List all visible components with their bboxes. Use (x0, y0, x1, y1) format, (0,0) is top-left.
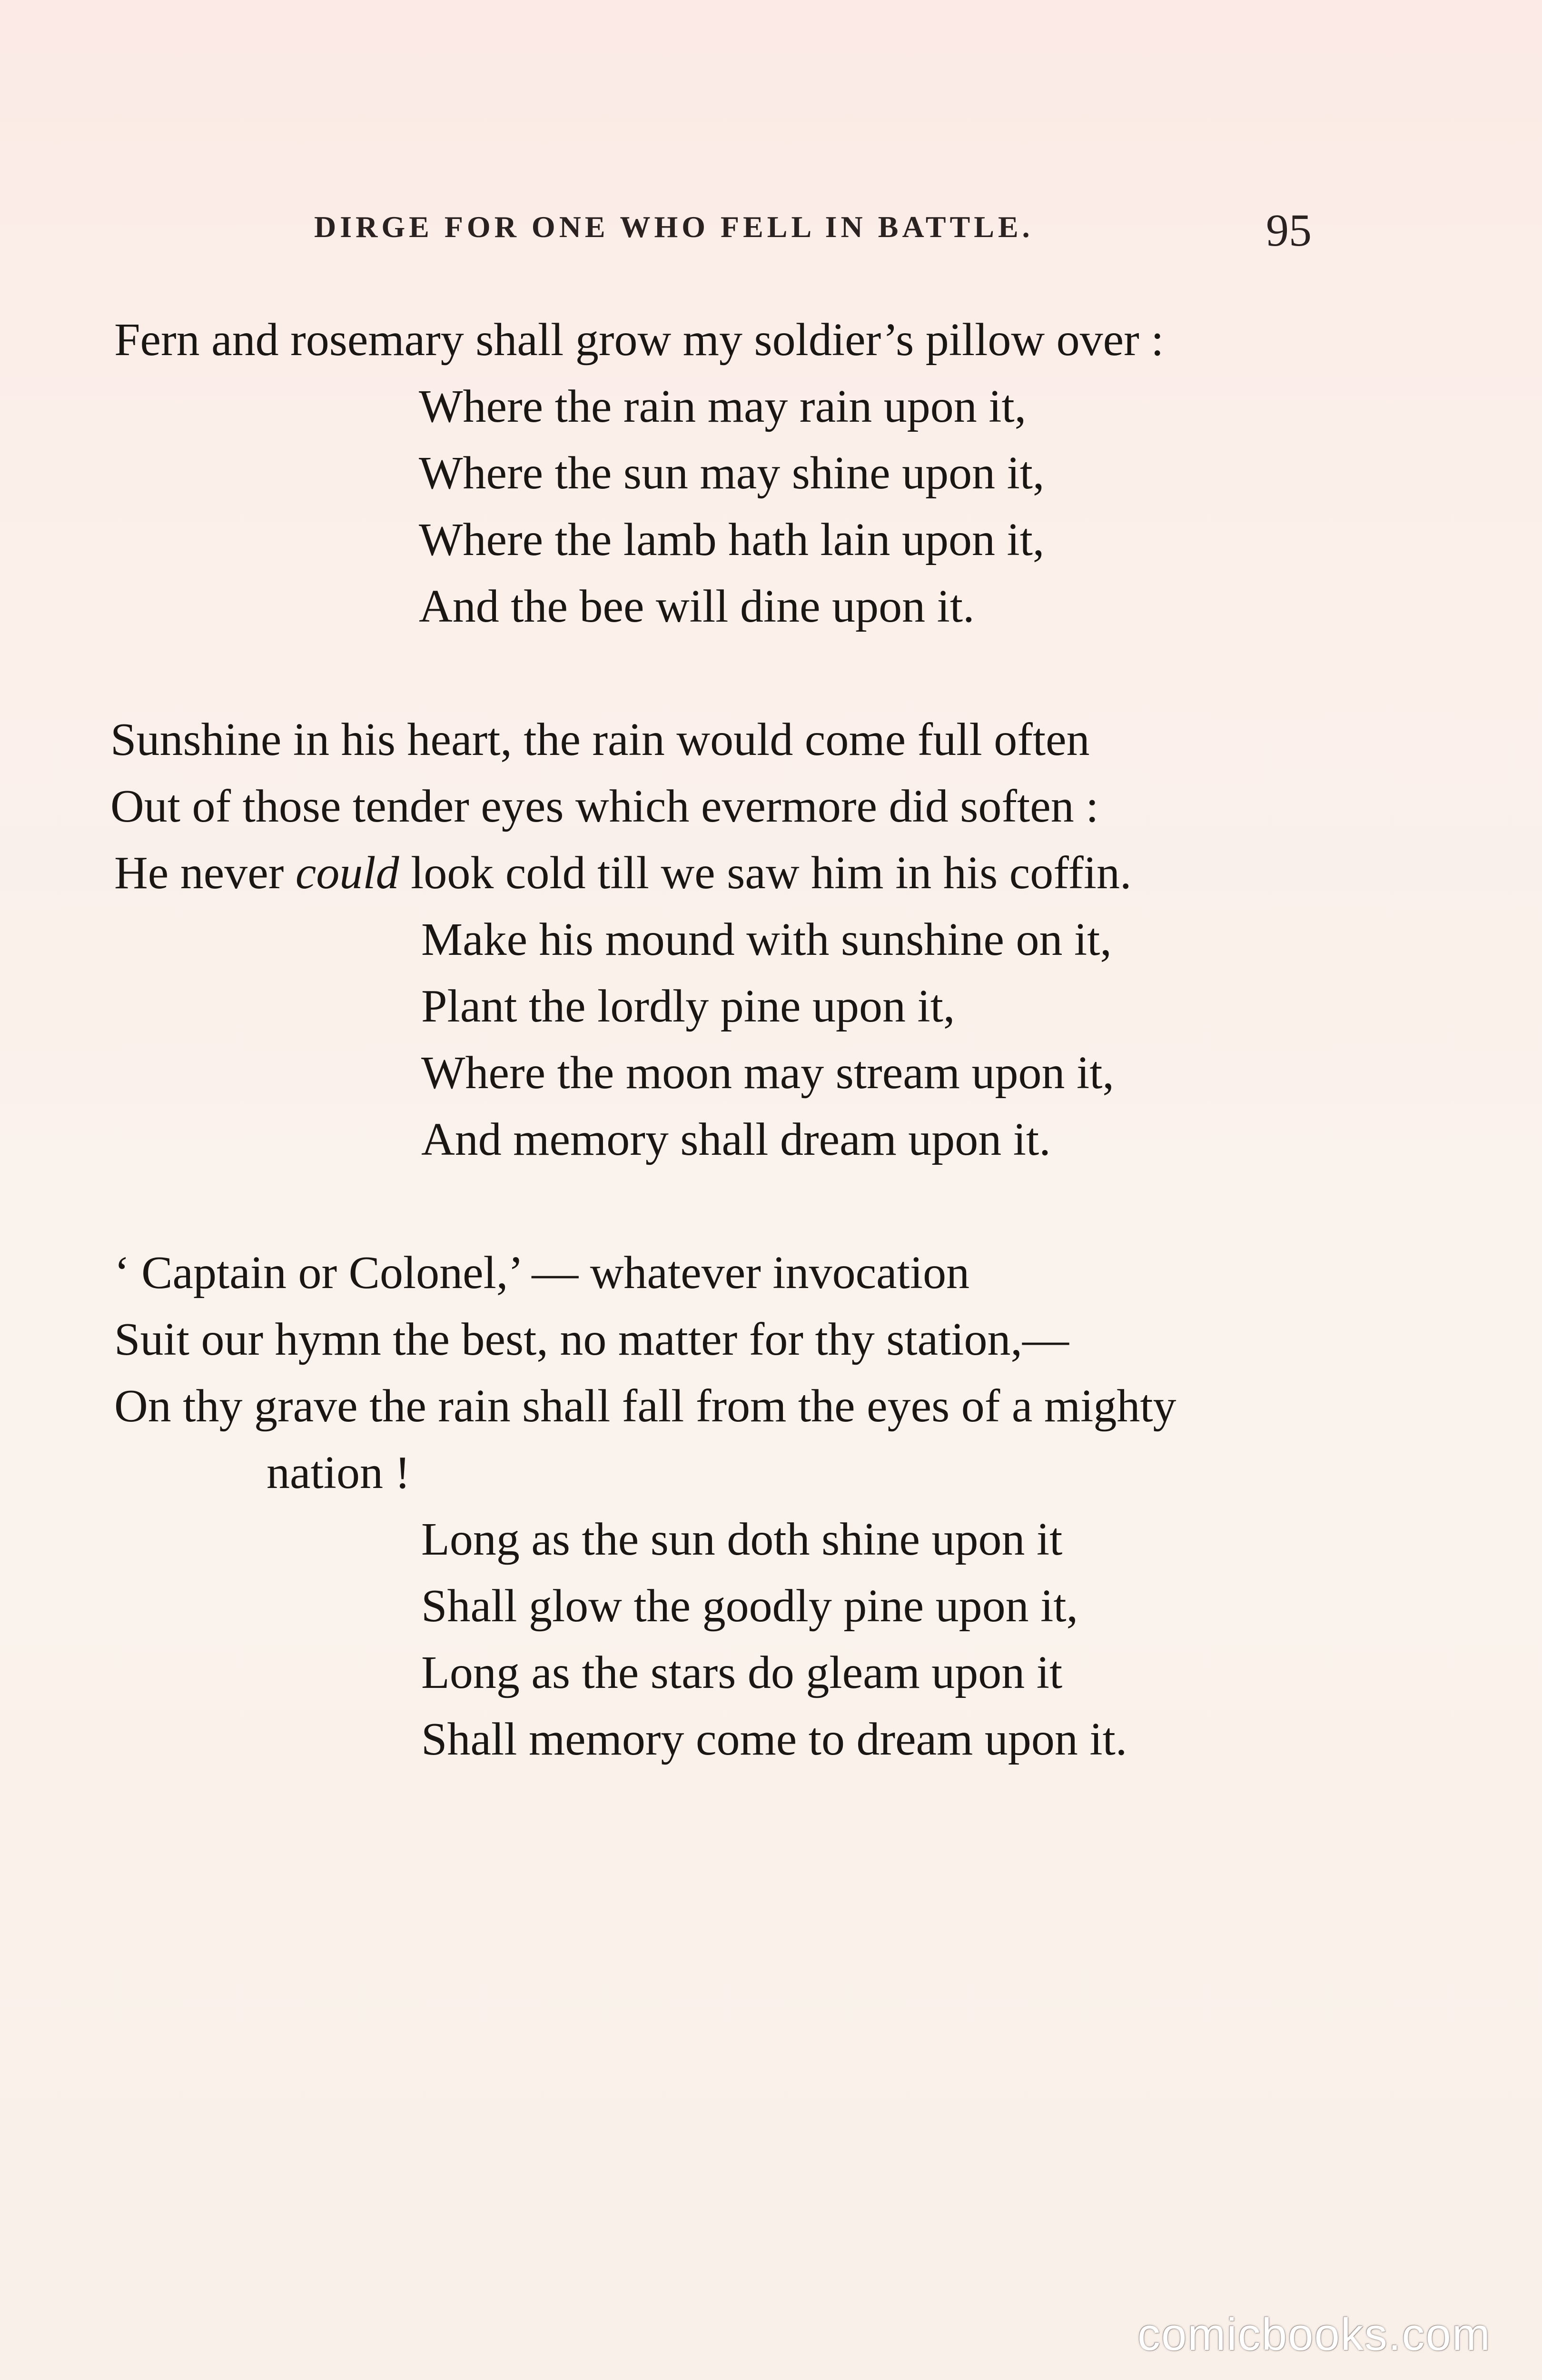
poem-line: Long as the stars do gleam upon it (421, 1647, 1063, 1698)
line-text-after: look cold till we saw him in his coffin. (399, 847, 1132, 899)
running-head-title: DIRGE FOR ONE WHO FELL IN BATTLE. (314, 210, 1034, 244)
poem-line: Make his mound with sunshine on it, (421, 914, 1112, 965)
poem-line: Where the sun may shine upon it, (419, 447, 1045, 499)
page-number: 95 (1266, 205, 1312, 256)
italic-word: could (295, 847, 399, 899)
poem-line: Shall glow the goodly pine upon it, (421, 1580, 1078, 1632)
poem-line: On thy grave the rain shall fall from the eyes of a mighty (114, 1380, 1176, 1432)
line-text-before: He never (114, 847, 296, 899)
poem-line: Fern and rosemary shall grow my soldier’s pillow over : (114, 314, 1164, 366)
site-watermark: comicbooks.com (1137, 2309, 1491, 2360)
poem-line: Shall memory come to dream upon it. (421, 1714, 1127, 1765)
poem-line: Suit our hymn the best, no matter for thy station,— (114, 1314, 1069, 1365)
poem-line-continuation: nation ! (267, 1447, 411, 1498)
poem-line: ‘ Captain or Colonel,’ — whatever invocation (114, 1247, 970, 1299)
poem-line: Where the lamb hath lain upon it, (419, 514, 1045, 565)
poem-line: And memory shall dream upon it. (421, 1114, 1051, 1165)
poem-line: Out of those tender eyes which evermore did soften : (110, 781, 1099, 832)
poem-line: Long as the sun doth shine upon it (421, 1514, 1063, 1565)
poem-line: Plant the lordly pine upon it, (421, 981, 955, 1032)
poem-line-with-italic (114, 847, 1132, 899)
poem-line: Where the moon may stream upon it, (421, 1047, 1114, 1099)
poem-line: And the bee will dine upon it. (419, 581, 975, 632)
poem-line: Sunshine in his heart, the rain would come full often (110, 714, 1090, 765)
poem-line: Where the rain may rain upon it, (419, 381, 1027, 432)
